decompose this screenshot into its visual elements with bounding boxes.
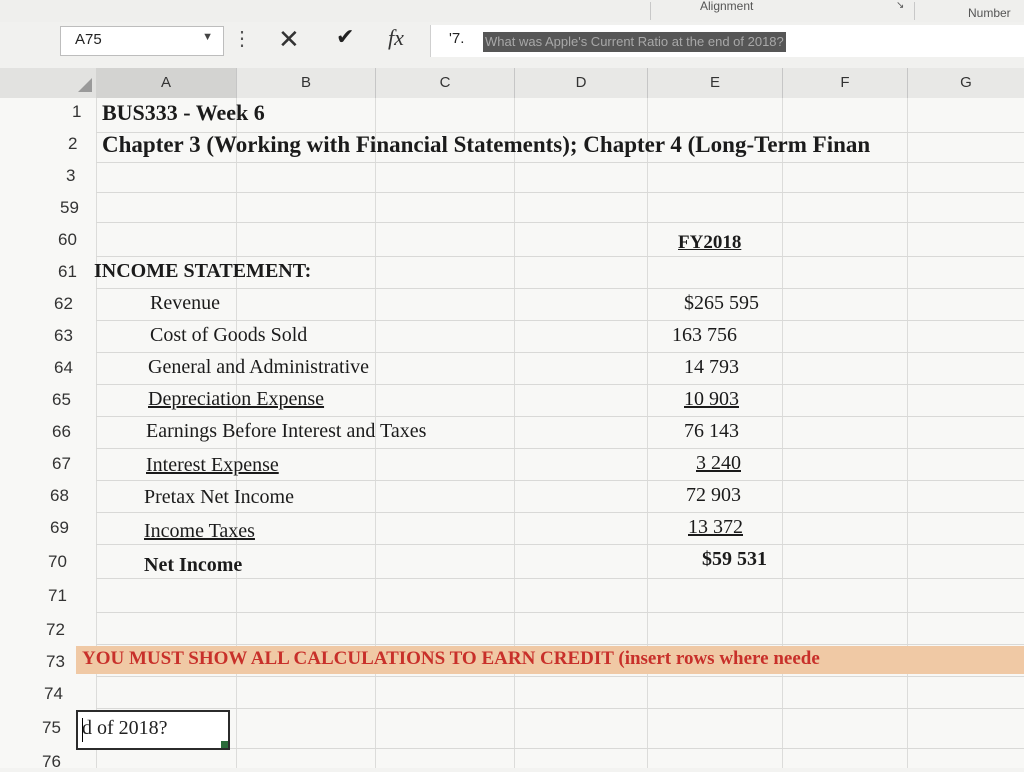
fy-header: FY2018 <box>678 232 742 253</box>
row-header[interactable]: 1 <box>72 102 82 121</box>
grid-line <box>96 544 1024 545</box>
grid-line <box>96 612 1024 613</box>
alignment-group-label: Alignment <box>700 0 754 13</box>
row-header[interactable]: 62 <box>54 294 73 313</box>
fill-handle[interactable] <box>221 741 228 748</box>
formula-selected-text: What was Apple's Current Ratio at the end of 2018? <box>483 32 786 52</box>
column-header-e[interactable]: E <box>648 68 783 98</box>
active-cell-text: d of 2018? <box>82 717 168 739</box>
column-header-b[interactable]: B <box>237 68 376 98</box>
name-box[interactable] <box>60 26 224 56</box>
column-header-g[interactable]: G <box>908 68 1024 98</box>
grid-line <box>96 320 1024 321</box>
row-header[interactable]: 68 <box>50 486 69 505</box>
grid-line <box>96 480 1024 481</box>
row-header[interactable]: 69 <box>50 518 69 537</box>
line-item-label: Income Taxes <box>144 520 255 542</box>
grid-line <box>96 578 1024 579</box>
income-statement-label: INCOME STATEMENT: <box>94 260 312 282</box>
ribbon <box>0 0 1024 23</box>
sheet-title: BUS333 - Week 6 <box>102 100 265 125</box>
grid-line <box>96 644 1024 645</box>
line-item-label: Interest Expense <box>146 454 279 476</box>
line-item-label: General and Administrative <box>148 356 370 378</box>
line-item-value: $265 595 <box>684 292 759 314</box>
grid-line <box>96 288 1024 289</box>
cancel-icon[interactable]: ✕ <box>278 24 300 54</box>
enter-checkmark-icon[interactable]: ✔ <box>336 24 355 49</box>
grid-line <box>96 708 1024 709</box>
sheet-subtitle: Chapter 3 (Working with Financial Statements); Chapter 4 (Long-Term Finan <box>102 132 871 157</box>
grid-line <box>96 192 1024 193</box>
row-header[interactable]: 73 <box>46 652 65 671</box>
insert-function-icon[interactable]: fx <box>388 25 404 50</box>
row-header[interactable]: 60 <box>58 230 77 249</box>
calculation-notice-text: YOU MUST SHOW ALL CALCULATIONS TO EARN CREDIT (insert rows where neede <box>82 648 820 669</box>
line-item-label: Depreciation Expense <box>148 388 325 410</box>
formula-input[interactable] <box>430 25 1024 57</box>
grid-line <box>96 162 1024 163</box>
ribbon-divider <box>914 2 915 20</box>
line-item-value: 76 143 <box>684 420 739 442</box>
more-options-icon[interactable]: ⋮ <box>232 28 252 50</box>
row-header[interactable]: 3 <box>66 166 76 185</box>
row-header[interactable]: 64 <box>54 358 73 377</box>
column-header-a[interactable]: A <box>96 68 237 98</box>
grid-line <box>96 512 1024 513</box>
chevron-down-icon[interactable]: ▼ <box>202 31 213 43</box>
line-item-label: Revenue <box>150 292 220 314</box>
line-item-label: Net Income <box>144 554 243 576</box>
active-cell-editor[interactable] <box>76 710 230 750</box>
row-header[interactable]: 70 <box>48 552 67 571</box>
formula-prefix: '7. <box>449 30 465 47</box>
row-header[interactable]: 74 <box>44 684 63 703</box>
grid-line <box>96 352 1024 353</box>
row-header[interactable]: 67 <box>52 454 71 473</box>
row-header[interactable]: 76 <box>42 752 61 771</box>
column-header-row <box>0 68 1024 99</box>
grid-line <box>96 222 1024 223</box>
line-item-value: $59 531 <box>702 548 767 570</box>
line-item-value: 3 240 <box>696 452 741 474</box>
line-item-label: Earnings Before Interest and Taxes <box>146 420 427 442</box>
row-header[interactable]: 72 <box>46 620 65 639</box>
line-item-label: Pretax Net Income <box>144 486 294 508</box>
alignment-dialog-launcher-icon[interactable]: ↘ <box>896 0 905 11</box>
grid-line <box>96 416 1024 417</box>
row-header[interactable]: 65 <box>52 390 71 409</box>
grid-line <box>96 384 1024 385</box>
line-item-value: 10 903 <box>684 388 739 410</box>
grid-line <box>96 748 1024 749</box>
column-header-d[interactable]: D <box>515 68 648 98</box>
ribbon-divider <box>650 2 651 20</box>
line-item-value: 72 903 <box>686 484 741 506</box>
select-all-corner[interactable] <box>0 68 97 98</box>
line-item-value: 14 793 <box>684 356 739 378</box>
grid-line <box>96 676 1024 677</box>
line-item-value: 163 756 <box>672 324 737 346</box>
name-box-value: A75 <box>75 31 102 48</box>
row-header[interactable]: 66 <box>52 422 71 441</box>
column-header-c[interactable]: C <box>376 68 515 98</box>
row-header[interactable]: 63 <box>54 326 73 345</box>
line-item-value: 13 372 <box>688 516 743 538</box>
row-header[interactable]: 75 <box>42 718 61 737</box>
row-header[interactable]: 71 <box>48 586 67 605</box>
line-item-label: Cost of Goods Sold <box>150 324 308 346</box>
grid-line <box>96 256 1024 257</box>
row-header[interactable]: 61 <box>58 262 77 281</box>
column-header-f[interactable]: F <box>783 68 908 98</box>
row-header[interactable]: 59 <box>60 198 79 217</box>
calculation-notice-row <box>76 646 1024 674</box>
formula-bar <box>0 22 1024 69</box>
number-group-label: Number <box>968 6 1011 20</box>
row-header[interactable]: 2 <box>68 134 78 153</box>
grid-line <box>96 448 1024 449</box>
select-all-triangle-icon <box>78 78 92 92</box>
worksheet-grid[interactable] <box>0 98 1024 771</box>
